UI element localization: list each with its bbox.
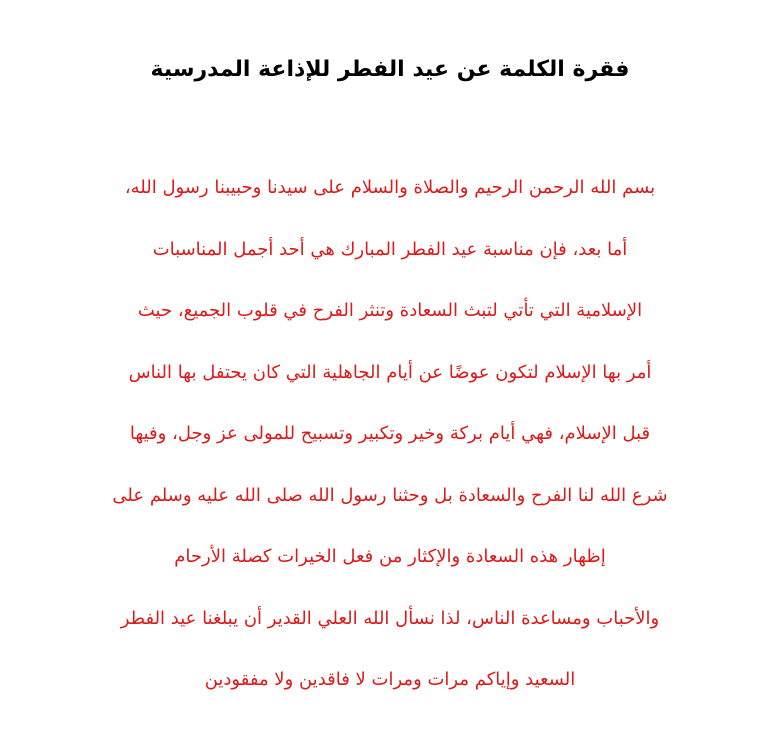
body-line: بسم الله الرحمن الرحيم والصلاة والسلام على سيدنا وحبيبنا رسول الله، (124, 177, 656, 198)
body-line: إظهار هذه السعادة والإكثار من فعل الخيرات كصلة الأرحام (174, 546, 606, 567)
body-line: شرع الله لنا الفرح والسعادة بل وحثنا رسول الله صلى الله عليه وسلم على (112, 484, 668, 506)
body-line: السعيد وإياكم مرات ومرات لا فاقدين ولا مفقودين (204, 669, 576, 690)
body-line: الإسلامية التي تأتي لتبث السعادة وتنثر الفرح في قلوب الجميع، حيث (137, 300, 643, 321)
body-line: قبل الإسلام، فهي أيام بركة وخير وتكبير وتسبيح للمولى عز وجل، وفيها (129, 423, 651, 444)
document-body (60, 164, 720, 718)
body-line: والأحباب ومساعدة الناس، لذا نسأل الله العلي القدير أن يبلغنا عيد الفطر (120, 607, 660, 629)
body-line: أما بعد، فإن مناسبة عيد الفطر المبارك هي أحد أجمل المناسبات (152, 238, 628, 260)
document-title: فقرة الكلمة عن عيد الفطر للإذاعة المدرسية (150, 57, 630, 82)
body-line: أمر بها الإسلام لتكون عوضًا عن أيام الجاهلية التي كان يحتفل بها الناس (128, 361, 652, 383)
